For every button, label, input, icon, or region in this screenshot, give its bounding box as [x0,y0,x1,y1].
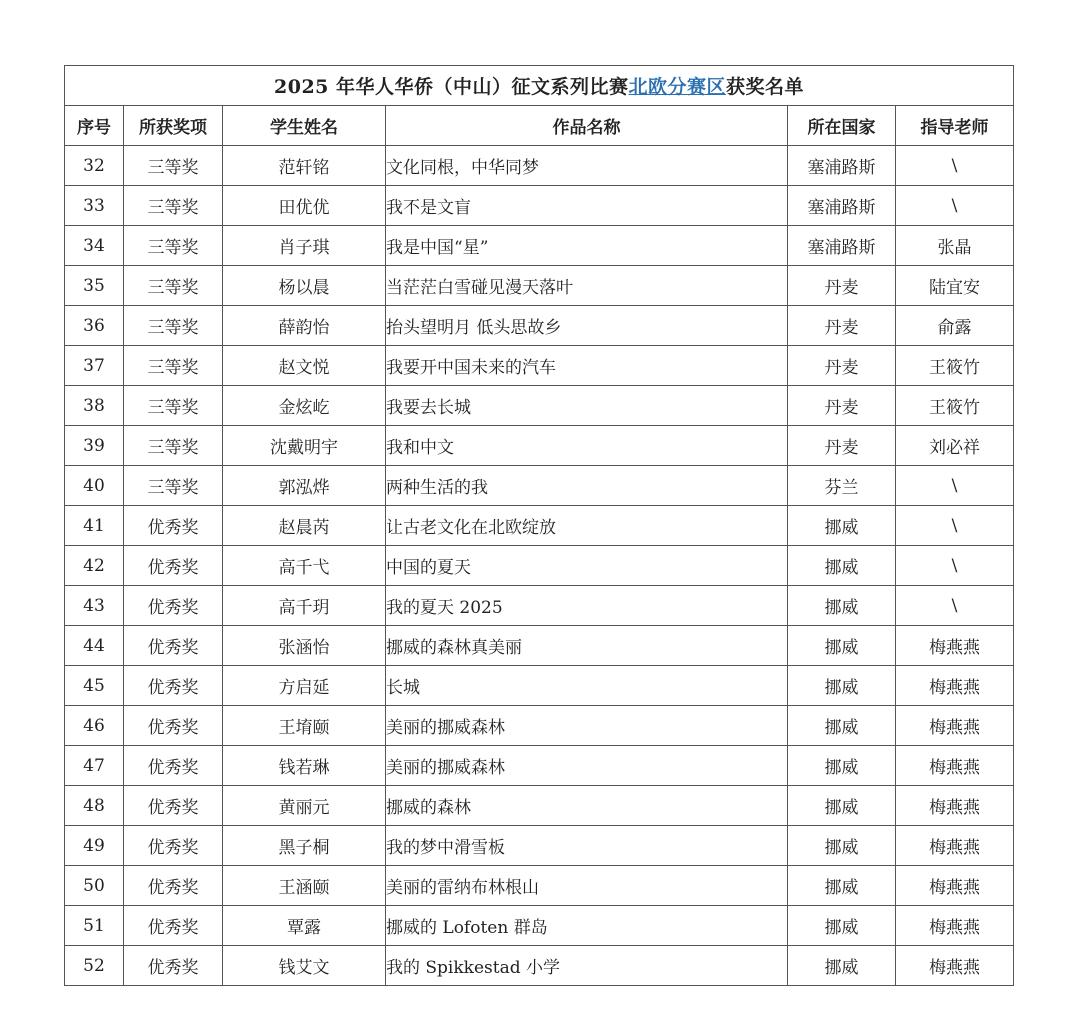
cell-teacher: 梅燕燕 [896,706,1014,746]
table-row [65,226,1014,266]
cell-country: 挪威 [788,946,896,986]
cell-award: 三等奖 [124,346,223,386]
cell-work: 两种生活的我 [386,466,788,506]
cell-work: 美丽的雷纳布林根山 [386,866,788,906]
cell-award: 三等奖 [124,426,223,466]
table-row [65,906,1014,946]
cell-student: 高千玥 [223,586,386,626]
cell-index: 41 [65,506,124,546]
table-row [65,146,1014,186]
cell-country: 挪威 [788,546,896,586]
table-row [65,266,1014,306]
cell-index: 45 [65,666,124,706]
cell-index: 34 [65,226,124,266]
cell-work: 挪威的森林真美丽 [386,626,788,666]
cell-teacher: 梅燕燕 [896,666,1014,706]
cell-student: 郭泓烨 [223,466,386,506]
cell-index: 36 [65,306,124,346]
cell-index: 48 [65,786,124,826]
cell-country: 塞浦路斯 [788,146,896,186]
cell-teacher: 梅燕燕 [896,786,1014,826]
cell-teacher: \ [896,186,1014,226]
cell-student: 肖子琪 [223,226,386,266]
cell-award: 优秀奖 [124,586,223,626]
cell-work: 我要开中国未来的汽车 [386,346,788,386]
cell-work: 我的梦中滑雪板 [386,826,788,866]
cell-award: 优秀奖 [124,826,223,866]
cell-work: 挪威的森林 [386,786,788,826]
cell-award: 三等奖 [124,466,223,506]
cell-student: 钱艾文 [223,946,386,986]
cell-teacher: 王筱竹 [896,346,1014,386]
cell-work: 美丽的挪威森林 [386,706,788,746]
cell-student: 黑子桐 [223,826,386,866]
cell-student: 高千弋 [223,546,386,586]
cell-index: 33 [65,186,124,226]
cell-teacher: 梅燕燕 [896,626,1014,666]
cell-work: 我的夏天 2025 [386,586,788,626]
cell-country: 挪威 [788,826,896,866]
title-suffix: 获奖名单 [726,76,805,98]
table-row [65,666,1014,706]
cell-award: 三等奖 [124,386,223,426]
cell-index: 52 [65,946,124,986]
cell-work: 抬头望明月 低头思故乡 [386,306,788,346]
header-award: 所获奖项 [124,106,223,146]
table-row [65,466,1014,506]
cell-award: 优秀奖 [124,506,223,546]
cell-student: 范轩铭 [223,146,386,186]
cell-award: 三等奖 [124,146,223,186]
table-row [65,826,1014,866]
cell-teacher: 俞露 [896,306,1014,346]
cell-work: 我要去长城 [386,386,788,426]
cell-work: 当茫茫白雪碰见漫天落叶 [386,266,788,306]
cell-teacher: \ [896,586,1014,626]
cell-award: 三等奖 [124,226,223,266]
cell-index: 51 [65,906,124,946]
cell-award: 优秀奖 [124,746,223,786]
cell-teacher: 陆宜安 [896,266,1014,306]
table-row [65,746,1014,786]
cell-award: 优秀奖 [124,946,223,986]
cell-index: 43 [65,586,124,626]
title-prefix: 2025 年华人华侨（中山）征文系列比赛 [274,76,629,98]
cell-work: 我是中国“星” [386,226,788,266]
cell-student: 方启延 [223,666,386,706]
cell-work: 让古老文化在北欧绽放 [386,506,788,546]
cell-award: 优秀奖 [124,786,223,826]
cell-student: 王堉颐 [223,706,386,746]
cell-teacher: 梅燕燕 [896,746,1014,786]
cell-country: 丹麦 [788,346,896,386]
cell-work: 文化同根，中华同梦 [386,146,788,186]
table-row [65,426,1014,466]
cell-student: 张涵怡 [223,626,386,666]
header-row [65,106,1014,146]
cell-student: 钱若琳 [223,746,386,786]
cell-award: 优秀奖 [124,866,223,906]
cell-award: 三等奖 [124,266,223,306]
table-row [65,786,1014,826]
cell-student: 薛韵怡 [223,306,386,346]
cell-award: 优秀奖 [124,666,223,706]
cell-award: 三等奖 [124,306,223,346]
cell-country: 挪威 [788,866,896,906]
award-table [64,65,1014,986]
header-teacher: 指导老师 [896,106,1014,146]
cell-student: 黄丽元 [223,786,386,826]
cell-teacher: 刘必祥 [896,426,1014,466]
cell-work: 我和中文 [386,426,788,466]
table-row [65,506,1014,546]
cell-student: 赵晨芮 [223,506,386,546]
table-row [65,346,1014,386]
cell-student: 王涵颐 [223,866,386,906]
cell-country: 塞浦路斯 [788,186,896,226]
cell-country: 挪威 [788,786,896,826]
table-row [65,706,1014,746]
cell-index: 46 [65,706,124,746]
cell-index: 47 [65,746,124,786]
cell-student: 田优优 [223,186,386,226]
table-row [65,386,1014,426]
header-student: 学生姓名 [223,106,386,146]
cell-country: 挪威 [788,666,896,706]
cell-teacher: 王筱竹 [896,386,1014,426]
cell-student: 沈戴明宇 [223,426,386,466]
cell-country: 塞浦路斯 [788,226,896,266]
cell-teacher: \ [896,506,1014,546]
cell-work: 长城 [386,666,788,706]
table-row [65,866,1014,906]
table-row [65,186,1014,226]
cell-country: 挪威 [788,626,896,666]
cell-country: 挪威 [788,706,896,746]
cell-award: 优秀奖 [124,906,223,946]
table-row [65,946,1014,986]
cell-teacher: \ [896,546,1014,586]
cell-country: 挪威 [788,906,896,946]
cell-country: 芬兰 [788,466,896,506]
header-work: 作品名称 [386,106,788,146]
title-row [65,66,1014,106]
header-country: 所在国家 [788,106,896,146]
cell-country: 挪威 [788,586,896,626]
table-row [65,586,1014,626]
cell-teacher: 梅燕燕 [896,866,1014,906]
cell-index: 38 [65,386,124,426]
table-row [65,546,1014,586]
cell-country: 丹麦 [788,426,896,466]
cell-country: 丹麦 [788,306,896,346]
cell-award: 三等奖 [124,186,223,226]
cell-work: 中国的夏天 [386,546,788,586]
cell-index: 40 [65,466,124,506]
cell-work: 挪威的 Lofoten 群岛 [386,906,788,946]
cell-index: 42 [65,546,124,586]
cell-teacher: 梅燕燕 [896,906,1014,946]
cell-student: 赵文悦 [223,346,386,386]
header-index: 序号 [65,106,124,146]
cell-teacher: \ [896,466,1014,506]
cell-index: 37 [65,346,124,386]
cell-country: 挪威 [788,506,896,546]
cell-teacher: \ [896,146,1014,186]
cell-student: 金炫屹 [223,386,386,426]
cell-work: 我不是文盲 [386,186,788,226]
cell-student: 覃露 [223,906,386,946]
cell-index: 35 [65,266,124,306]
cell-award: 优秀奖 [124,706,223,746]
table-row [65,626,1014,666]
cell-teacher: 梅燕燕 [896,826,1014,866]
table-title [65,66,1014,106]
table-row [65,306,1014,346]
cell-teacher: 张晶 [896,226,1014,266]
region-link[interactable]: 北欧分赛区 [628,76,727,98]
cell-index: 44 [65,626,124,666]
cell-country: 丹麦 [788,386,896,426]
cell-work: 美丽的挪威森林 [386,746,788,786]
cell-teacher: 梅燕燕 [896,946,1014,986]
cell-award: 优秀奖 [124,626,223,666]
cell-index: 39 [65,426,124,466]
cell-country: 丹麦 [788,266,896,306]
cell-work: 我的 Spikkestad 小学 [386,946,788,986]
cell-student: 杨以晨 [223,266,386,306]
cell-award: 优秀奖 [124,546,223,586]
cell-index: 49 [65,826,124,866]
cell-index: 32 [65,146,124,186]
cell-index: 50 [65,866,124,906]
cell-country: 挪威 [788,746,896,786]
